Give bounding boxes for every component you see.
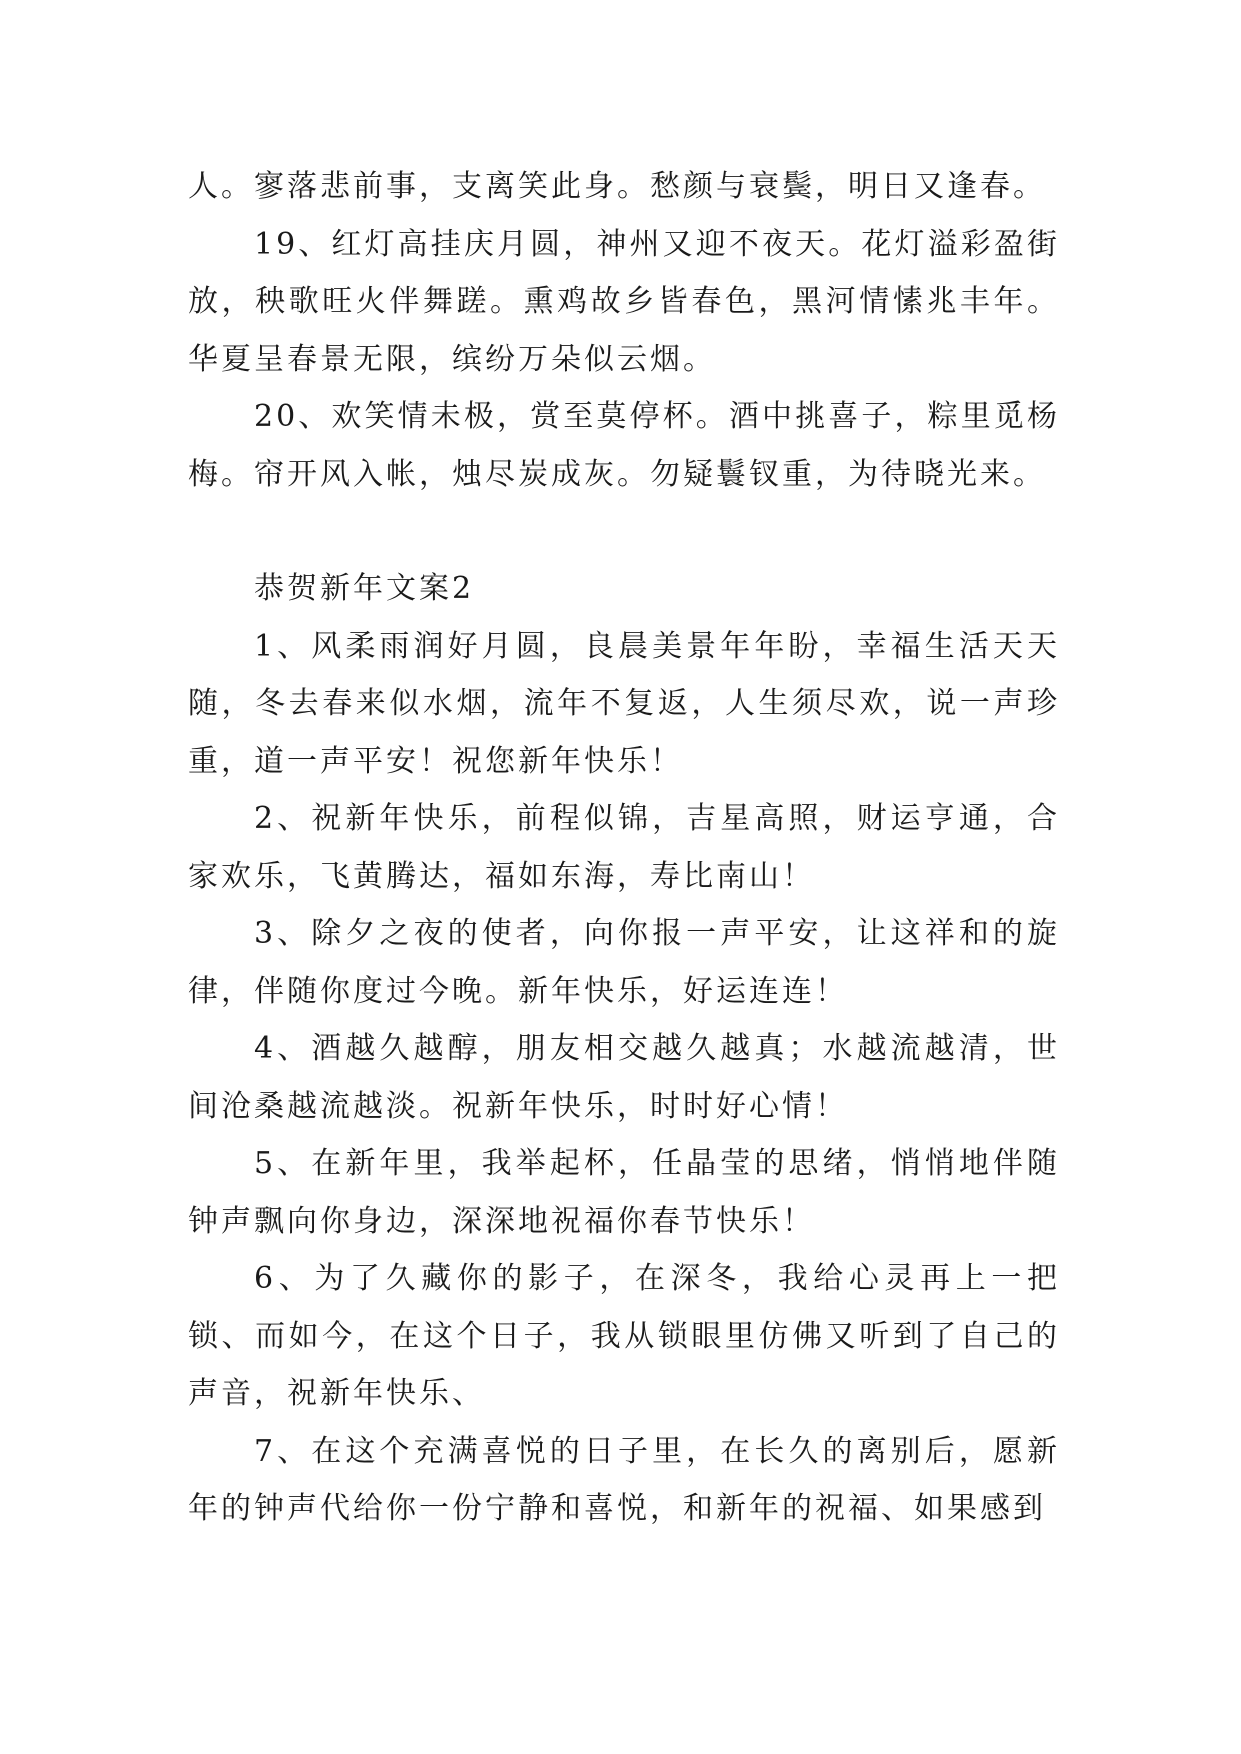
- paragraph-continued: 人。寥落悲前事，支离笑此身。愁颜与衰鬓，明日又逢春。: [188, 169, 1046, 204]
- section-title: 恭贺新年文案2: [254, 571, 475, 606]
- paragraph-19: 19、红灯高挂庆月圆，神州又迎不夜天。花灯溢彩盈街放，秧歌旺火伴舞蹉。熏鸡故乡皆春色，黑河情愫兆丰年。华夏呈春景无限，缤纷万朵似云烟。: [188, 226, 1060, 377]
- paragraph-7: 7、在这个充满喜悦的日子里，在长久的离别后，愿新年的钟声代给你一份宁静和喜悦，和新年的祝福、如果感到: [188, 1433, 1060, 1526]
- paragraph-20: 20、欢笑情未极，赏至莫停杯。酒中挑喜子，粽里觅杨梅。帘开风入帐，烛尽炭成灰。勿疑鬟钗重，为待晓光来。: [188, 399, 1060, 492]
- paragraph-5: 5、在新年里，我举起杯，任晶莹的思绪，悄悄地伴随钟声飘向你身边，深深地祝福你春节快乐！: [188, 1146, 1060, 1239]
- paragraph-2: 2、祝新年快乐，前程似锦，吉星高照，财运亨通，合家欢乐，飞黄腾达，福如东海，寿比南山！: [188, 801, 1060, 894]
- paragraph-3: 3、除夕之夜的使者，向你报一声平安，让这祥和的旋律，伴随你度过今晚。新年快乐，好运连连！: [188, 916, 1060, 1009]
- paragraph-6: 6、为了久藏你的影子，在深冬，我给心灵再上一把锁、而如今，在这个日子，我从锁眼里仿佛又听到了自己的声音，祝新年快乐、: [188, 1261, 1060, 1411]
- paragraph-4: 4、酒越久越醇，朋友相交越久越真；水越流越清，世间沧桑越流越淡。祝新年快乐，时时好心情！: [188, 1031, 1060, 1124]
- paragraph-1: 1、风柔雨润好月圆，良晨美景年年盼，幸福生活天天随，冬去春来似水烟，流年不复返，人生须尽欢，说一声珍重，道一声平安！祝您新年快乐！: [188, 628, 1060, 779]
- document-body: [188, 158, 1060, 1538]
